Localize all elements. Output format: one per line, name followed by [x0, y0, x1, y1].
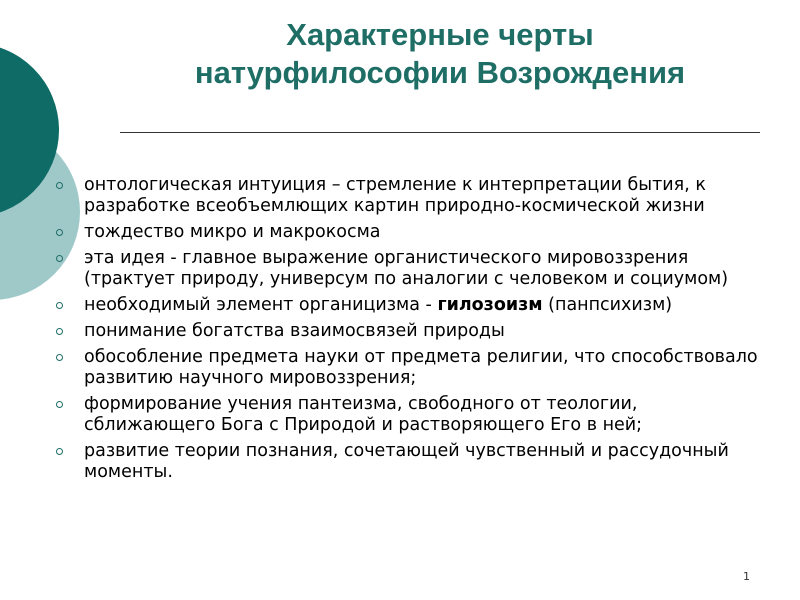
list-item: [52, 441, 764, 483]
list-item-text-start: необходимый элемент органицизма -: [84, 295, 438, 315]
circle-bullet-icon: [56, 328, 63, 335]
list-item: [52, 321, 764, 342]
title-line-2: натурфилософии Возрождения: [194, 55, 686, 90]
circle-bullet-icon: [56, 448, 63, 455]
circle-bullet-icon: [56, 229, 63, 236]
list-item-text: обособление предмета науки от предмета религии, что способствовало развитию научного мировоззрения;: [84, 347, 758, 388]
circle-bullet-icon: [56, 354, 63, 361]
highlighted-term: гилозоизм: [437, 295, 543, 315]
page-number: 1: [743, 570, 750, 583]
circle-bullet-icon: [56, 182, 63, 189]
list-item-text: тождество микро и макрокосма: [84, 222, 381, 242]
title-line-1: Характерные черты: [286, 17, 594, 52]
list-item-text: понимание богатства взаимосвязей природы: [84, 321, 505, 341]
bullet-list: [52, 175, 764, 488]
list-item-text: формирование учения пантеизма, свободного от теологии, сближающего Бога с Природой и растворяющего Его в ней;: [84, 394, 643, 435]
list-item: [52, 175, 764, 217]
list-item: [52, 394, 764, 436]
list-item-text: онтологическая интуиция – стремление к интерпретации бытия, к разработке всеобъемлющих картин природно-космической жизни: [84, 175, 706, 216]
list-item-text: эта идея - главное выражение органистического мировоззрения (трактует природу, универсум по аналогии с человеком и социумом): [84, 248, 729, 289]
circle-bullet-icon: [56, 302, 63, 309]
list-item-text: развитие теории познания, сочетающей чувственный и рассудочный моменты.: [84, 441, 729, 482]
title-divider: [120, 132, 760, 133]
list-item: [52, 295, 764, 316]
circle-bullet-icon: [56, 401, 63, 408]
list-item: [52, 248, 764, 290]
list-item: [52, 347, 764, 389]
list-item: [52, 222, 764, 243]
circle-bullet-icon: [56, 255, 63, 262]
slide-title: [120, 16, 760, 92]
list-item-text-end: (панпсихизм): [542, 295, 673, 315]
